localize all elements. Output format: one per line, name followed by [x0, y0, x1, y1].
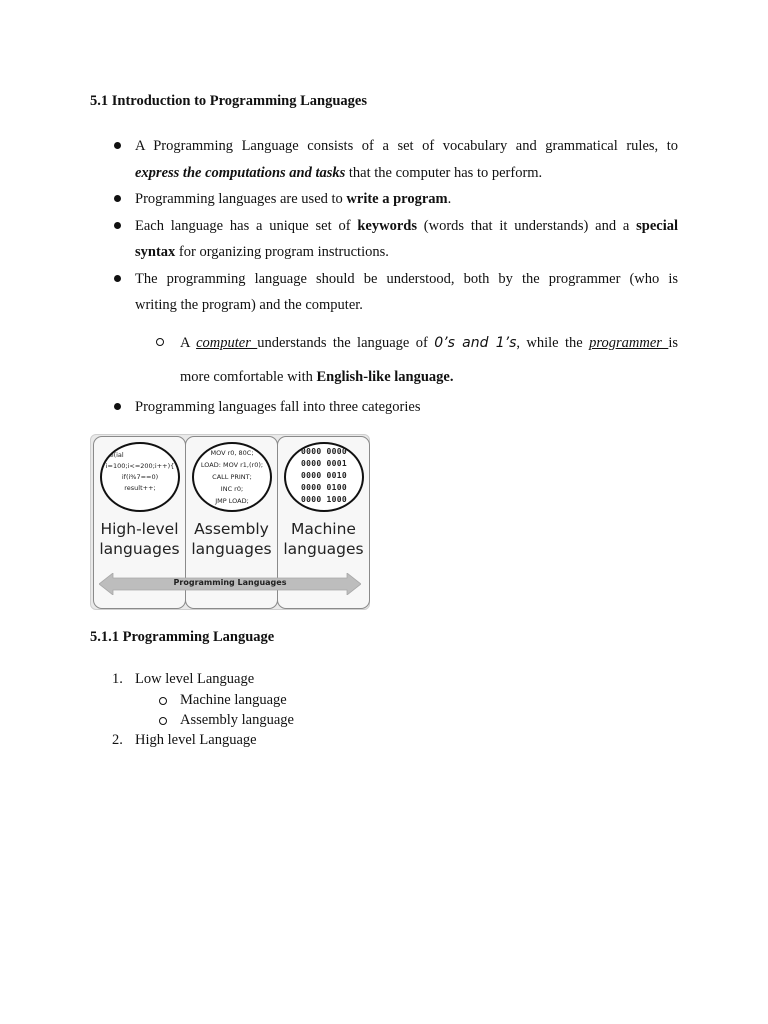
- bullet-item: [112, 186, 678, 213]
- bullet-text: A Programming Language consists of a set of vocabulary and grammatical rules, to: [135, 138, 678, 154]
- sub-list-label: Assembly language: [180, 711, 294, 728]
- panel-label-line: languages: [191, 540, 272, 558]
- hollow-bullet-icon: [159, 697, 167, 705]
- bold-text: special: [636, 217, 678, 234]
- bullet-text: that the computer has to perform.: [345, 164, 543, 181]
- bullet-item: [112, 213, 678, 266]
- panel-label-line: Assembly: [194, 520, 269, 538]
- bullet-text: .: [447, 191, 452, 207]
- list-number: 2.: [112, 731, 123, 748]
- panel-label: [278, 519, 369, 559]
- bullet-text: for organizing program instructions.: [175, 244, 389, 260]
- sub-list: [135, 690, 294, 730]
- code-line: result++;: [124, 484, 156, 492]
- subsection-title: 5.1.1 Programming Language: [90, 629, 275, 645]
- bullet-dot-icon: [114, 142, 121, 149]
- panel-label: [186, 519, 277, 559]
- panel-label-line: languages: [283, 540, 364, 558]
- bullet-item: [112, 394, 678, 421]
- code-line: JMP LOAD;: [215, 497, 249, 505]
- code-line: MOV r0, 80C;: [210, 449, 254, 457]
- code-line: LOAD: MOV r1,(r0);: [200, 461, 264, 469]
- bold-text: write a program: [346, 191, 448, 207]
- code-line: ce(ial: [106, 451, 124, 459]
- list-item: [112, 669, 294, 730]
- arrow-label: Programming Languages: [173, 578, 287, 587]
- sub-list-item: [135, 710, 294, 730]
- code-line: CALL PRINT;: [212, 473, 252, 481]
- sub-text: more comfortable with: [180, 368, 317, 385]
- panel-label-line: languages: [99, 540, 180, 558]
- bullet-dot-icon: [114, 222, 121, 229]
- bullet-item: [112, 133, 678, 186]
- code-line: 0000 0001: [300, 459, 348, 468]
- programming-languages-figure: [90, 434, 370, 610]
- bullet-text: writing the program) and the computer.: [135, 297, 363, 313]
- bullet-text: Programming languages are used to: [135, 191, 347, 207]
- bullet-text: Each language has a unique set of: [135, 217, 358, 234]
- code-line: INC r0;: [220, 485, 244, 493]
- code-circle: [284, 442, 364, 512]
- hollow-bullet-icon: [156, 338, 164, 346]
- section-title: 5.1 Introduction to Programming Languages: [90, 93, 367, 109]
- hollow-bullet-icon: [159, 717, 167, 725]
- intro-bullet-list: [112, 133, 678, 420]
- list-item-label: Low level Language: [135, 671, 255, 687]
- bold-text: keywords: [357, 217, 417, 234]
- bullet-text: Programming languages fall into three categories: [135, 398, 421, 415]
- list-number: 1.: [112, 671, 123, 687]
- binary-term: 0’s and 1’s: [434, 334, 517, 351]
- sub-text: understands the language of: [257, 334, 435, 351]
- panel-label: [94, 519, 185, 559]
- sub-text: , while the: [516, 334, 590, 351]
- bold-text: syntax: [135, 244, 176, 260]
- programmer-term: programmer: [589, 334, 669, 351]
- code-sample: [286, 446, 362, 506]
- emphasis-text: express the computations and tasks: [135, 164, 346, 181]
- bullet-text: The programming language should be understood, both by the programmer (who is: [135, 270, 678, 287]
- bullet-dot-icon: [114, 403, 121, 410]
- sub-bullet-item: [135, 326, 678, 394]
- panel-label-line: High-level: [100, 520, 179, 538]
- bullet-text: (words that it understands) and a: [416, 217, 637, 234]
- code-line: 0000 0000: [300, 447, 348, 456]
- bullet-dot-icon: [114, 275, 121, 282]
- code-sample: [102, 450, 178, 494]
- code-line: i=100;i<=200;i++){: [105, 462, 175, 470]
- sub-list-item: [135, 690, 294, 710]
- sub-list-label: Machine language: [180, 691, 287, 708]
- code-circle: [100, 442, 180, 512]
- panel-label-line: Machine: [291, 520, 356, 538]
- list-item-label: High level Language: [135, 731, 257, 748]
- code-line: if(i%7==0): [121, 473, 159, 481]
- computer-term: computer: [196, 334, 258, 351]
- language-levels-list: [112, 669, 294, 750]
- code-sample: [194, 447, 270, 507]
- code-line: 0000 0010: [300, 471, 348, 480]
- code-circle: [192, 442, 272, 512]
- bullet-item: [112, 266, 678, 394]
- code-line: 0000 1000: [300, 495, 348, 504]
- sub-text: is: [668, 334, 678, 351]
- bold-text: English-like language.: [316, 368, 454, 385]
- bullet-dot-icon: [114, 195, 121, 202]
- code-line: 0000 0100: [300, 483, 348, 492]
- sub-text: A: [180, 334, 197, 351]
- list-item: [112, 730, 294, 751]
